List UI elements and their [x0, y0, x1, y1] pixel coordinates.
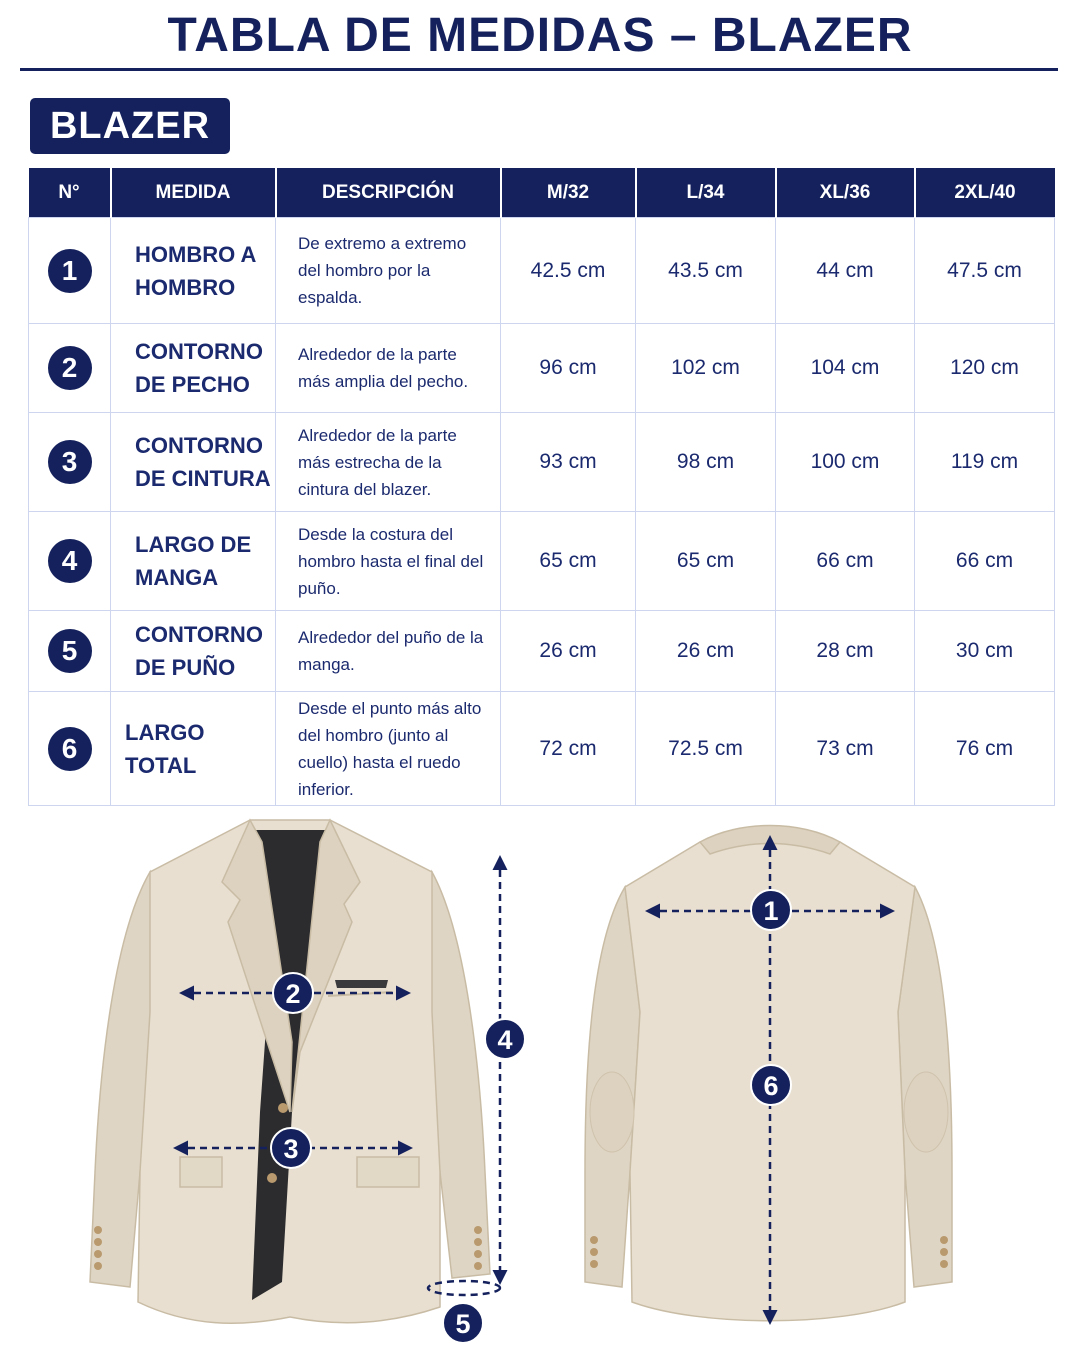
- value-m: 96 cm: [501, 324, 636, 413]
- value-2xl: 30 cm: [915, 611, 1055, 692]
- value-2xl: 119 cm: [915, 413, 1055, 512]
- table-header-row: [29, 168, 1055, 218]
- value-l: 26 cm: [636, 611, 776, 692]
- value-m: 72 cm: [501, 692, 636, 806]
- table-row: [29, 218, 1055, 324]
- marker-label: 2: [285, 979, 301, 1009]
- value-l: 98 cm: [636, 413, 776, 512]
- measure-name: CONTORNO DE PUÑO: [111, 611, 276, 692]
- marker-6: [751, 1065, 791, 1105]
- value-xl: 73 cm: [776, 692, 915, 806]
- value-m: 26 cm: [501, 611, 636, 692]
- marker-4: [485, 1019, 525, 1059]
- row-number-badge: 5: [48, 629, 92, 673]
- value-xl: 100 cm: [776, 413, 915, 512]
- col-header-size-m: M/32: [501, 168, 636, 218]
- marker-3: [271, 1128, 311, 1168]
- value-2xl: 120 cm: [915, 324, 1055, 413]
- measure-name: CONTORNO DE PECHO: [111, 324, 276, 413]
- table-row: [29, 324, 1055, 413]
- col-header-num: N°: [29, 168, 111, 218]
- marker-label: 4: [497, 1025, 513, 1055]
- measure-name: HOMBRO A HOMBRO: [111, 218, 276, 324]
- value-l: 102 cm: [636, 324, 776, 413]
- value-xl: 28 cm: [776, 611, 915, 692]
- value-2xl: 66 cm: [915, 512, 1055, 611]
- value-m: 42.5 cm: [501, 218, 636, 324]
- measure-description: Alrededor de la parte más amplia del pecho.: [276, 324, 501, 413]
- value-l: 65 cm: [636, 512, 776, 611]
- value-l: 43.5 cm: [636, 218, 776, 324]
- measure-name: LARGO TOTAL: [111, 692, 276, 806]
- row-number-badge: 6: [48, 727, 92, 771]
- marker-label: 3: [283, 1134, 299, 1164]
- measure-description: Alrededor de la parte más estrecha de la cintura del blazer.: [276, 413, 501, 512]
- value-xl: 66 cm: [776, 512, 915, 611]
- marker-label: 1: [763, 896, 779, 926]
- value-xl: 104 cm: [776, 324, 915, 413]
- col-header-size-l: L/34: [636, 168, 776, 218]
- row-number-badge: 1: [48, 249, 92, 293]
- blazer-diagram: [0, 812, 1080, 1350]
- section-badge: BLAZER: [30, 98, 230, 154]
- col-header-descripcion: DESCRIPCIÓN: [276, 168, 501, 218]
- row-number-badge: 4: [48, 539, 92, 583]
- blazer-figures: [0, 812, 1080, 1350]
- measure-name: CONTORNO DE CINTURA: [111, 413, 276, 512]
- title-divider: [20, 68, 1058, 71]
- col-header-size-xl: XL/36: [776, 168, 915, 218]
- marker-5: [443, 1303, 483, 1343]
- measure-description: De extremo a extremo del hombro por la espalda.: [276, 218, 501, 324]
- value-m: 93 cm: [501, 413, 636, 512]
- measure-description: Desde la costura del hombro hasta el final del puño.: [276, 512, 501, 611]
- marker-label: 5: [455, 1309, 471, 1339]
- col-header-medida: MEDIDA: [111, 168, 276, 218]
- marker-2: [273, 973, 313, 1013]
- page-title: TABLA DE MEDIDAS – BLAZER: [167, 9, 913, 62]
- size-table: [28, 168, 1055, 806]
- measure-description: Desde el punto más alto del hombro (junto al cuello) hasta el ruedo inferior.: [276, 692, 501, 806]
- value-2xl: 76 cm: [915, 692, 1055, 806]
- table-row: [29, 611, 1055, 692]
- marker-1: [751, 890, 791, 930]
- col-header-size-2xl: 2XL/40: [915, 168, 1055, 218]
- row-number-badge: 2: [48, 346, 92, 390]
- value-l: 72.5 cm: [636, 692, 776, 806]
- front-blazer-illustration: [90, 820, 490, 1323]
- marker-label: 6: [763, 1071, 779, 1101]
- measure-name: LARGO DE MANGA: [111, 512, 276, 611]
- value-2xl: 47.5 cm: [915, 218, 1055, 324]
- table-row: [29, 413, 1055, 512]
- value-m: 65 cm: [501, 512, 636, 611]
- measure-description: Alrededor del puño de la manga.: [276, 611, 501, 692]
- row-number-badge: 3: [48, 440, 92, 484]
- value-xl: 44 cm: [776, 218, 915, 324]
- table-row: [29, 512, 1055, 611]
- table-row: [29, 692, 1055, 806]
